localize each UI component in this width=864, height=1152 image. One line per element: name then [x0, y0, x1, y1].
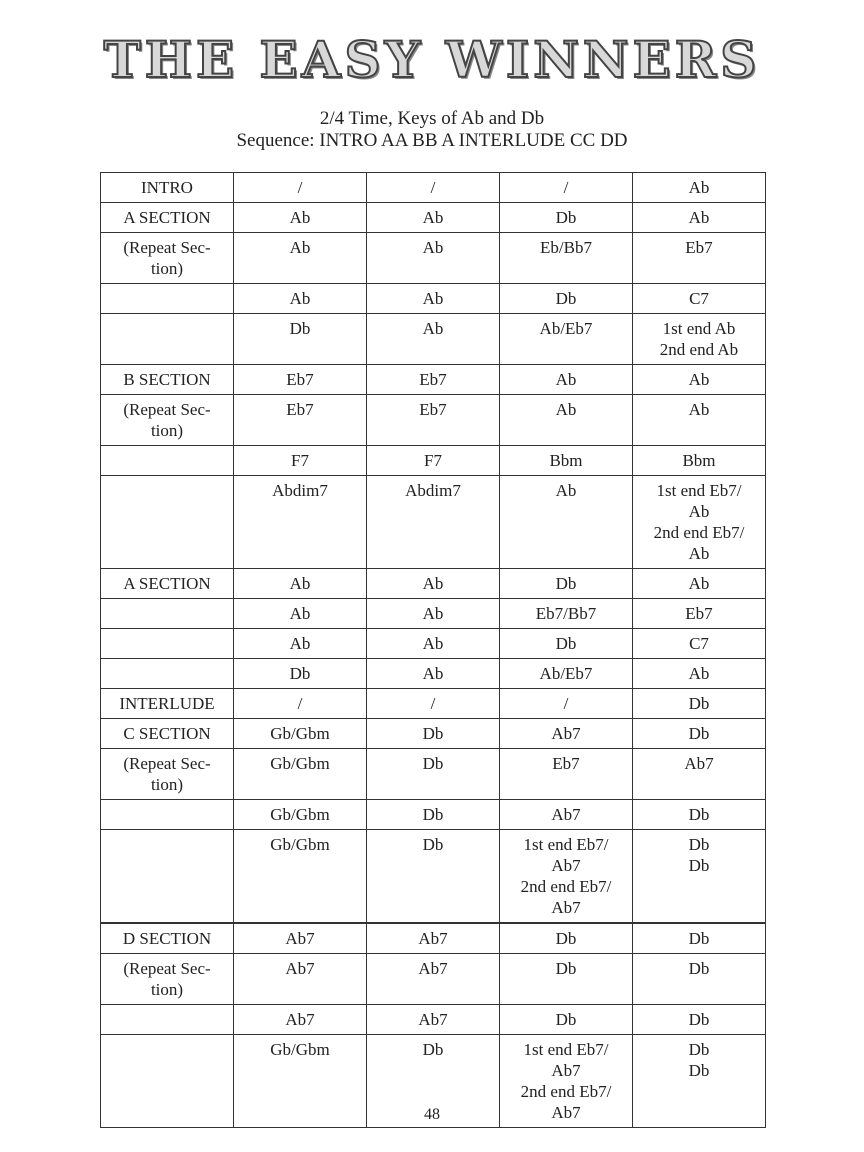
chord-cell: Ab7 [234, 1005, 367, 1035]
chord-cell: Ab [367, 599, 500, 629]
chord-cell: Ab [367, 233, 500, 284]
table-row [101, 233, 766, 284]
chord-cell: Ab7 [234, 954, 367, 1005]
section-label-cell: (Repeat Sec- tion) [101, 954, 234, 1005]
table-row [101, 173, 766, 203]
table-row [101, 314, 766, 365]
chord-cell: Ab [234, 233, 367, 284]
section-label-cell [101, 599, 234, 629]
chord-cell: Ab [234, 203, 367, 233]
chord-cell: Ab [367, 203, 500, 233]
chord-cell: Ab7 [500, 719, 633, 749]
chord-cell: Db [500, 569, 633, 599]
chord-cell: Db [633, 1005, 766, 1035]
chord-cell: Ab [633, 569, 766, 599]
chord-cell: 1st end Eb7/ Ab 2nd end Eb7/ Ab [633, 476, 766, 569]
chord-cell: Eb7 [500, 749, 633, 800]
chord-cell: Gb/Gbm [234, 830, 367, 924]
chord-cell: Eb7 [633, 599, 766, 629]
chord-cell: Db [367, 749, 500, 800]
chord-cell: Ab [367, 629, 500, 659]
chord-cell: Ab [633, 173, 766, 203]
chord-cell: Ab [633, 365, 766, 395]
table-row [101, 719, 766, 749]
section-label-cell [101, 800, 234, 830]
chord-cell: Ab [234, 599, 367, 629]
chord-cell: Bbm [633, 446, 766, 476]
chord-cell: Db [500, 284, 633, 314]
section-label-cell: (Repeat Sec- tion) [101, 749, 234, 800]
chord-cell: Db [367, 800, 500, 830]
chord-cell: Eb/Bb7 [500, 233, 633, 284]
chord-cell: Ab7 [367, 923, 500, 954]
chord-cell: Ab [234, 569, 367, 599]
chord-cell: Db [633, 719, 766, 749]
chord-cell: / [500, 173, 633, 203]
sequence: Sequence: INTRO AA BB A INTERLUDE CC DD [236, 130, 628, 151]
chord-cell: Db [633, 800, 766, 830]
section-label-cell: C SECTION [101, 719, 234, 749]
chord-cell: Db [500, 954, 633, 1005]
section-label-cell: INTERLUDE [101, 689, 234, 719]
section-label-cell [101, 476, 234, 569]
chord-cell: Ab [367, 314, 500, 365]
chord-cell: Gb/Gbm [234, 1035, 367, 1128]
section-label-cell [101, 629, 234, 659]
table-row [101, 923, 766, 954]
chord-cell: 1st end Eb7/ Ab7 2nd end Eb7/ Ab7 [500, 830, 633, 924]
chord-cell: / [234, 173, 367, 203]
chord-cell: Ab [633, 659, 766, 689]
chord-cell: Ab/Eb7 [500, 314, 633, 365]
chord-cell: Ab [367, 569, 500, 599]
section-label-cell: (Repeat Sec- tion) [101, 395, 234, 446]
page-number: 48 [424, 1106, 440, 1123]
chord-cell: Eb7/Bb7 [500, 599, 633, 629]
chord-cell: Db [500, 923, 633, 954]
chord-cell: C7 [633, 629, 766, 659]
chord-cell: Eb7 [234, 365, 367, 395]
chord-cell: / [367, 173, 500, 203]
section-label-cell [101, 830, 234, 924]
chord-cell: / [500, 689, 633, 719]
chord-cell: F7 [367, 446, 500, 476]
section-label-cell [101, 1005, 234, 1035]
song-title: THE EASY WINNERS [103, 30, 761, 89]
chord-cell: Ab [367, 659, 500, 689]
chord-cell: Db [367, 830, 500, 924]
chord-cell: Ab [500, 365, 633, 395]
chord-cell: Db [367, 1035, 500, 1128]
chord-cell: Db [367, 719, 500, 749]
chord-cell: Ab [633, 203, 766, 233]
chord-cell: Db Db [633, 1035, 766, 1128]
chord-cell: F7 [234, 446, 367, 476]
time-and-keys: 2/4 Time, Keys of Ab and Db [319, 108, 545, 129]
chord-cell: Eb7 [367, 365, 500, 395]
table-row [101, 569, 766, 599]
chord-cell: Bbm [500, 446, 633, 476]
chord-cell: Ab7 [367, 1005, 500, 1035]
table-row [101, 446, 766, 476]
section-label-cell [101, 659, 234, 689]
chord-cell: Gb/Gbm [234, 749, 367, 800]
table-row [101, 830, 766, 924]
chord-cell: Db [633, 923, 766, 954]
table-row [101, 659, 766, 689]
chord-cell: Gb/Gbm [234, 800, 367, 830]
chord-cell: Db [500, 203, 633, 233]
chord-cell: Db [633, 954, 766, 1005]
chord-cell: Ab7 [367, 954, 500, 1005]
chord-cell: Db [633, 689, 766, 719]
table-row [101, 365, 766, 395]
chord-cell: Gb/Gbm [234, 719, 367, 749]
chord-cell: Eb7 [367, 395, 500, 446]
chord-chart-table [100, 172, 766, 1128]
chord-cell: Ab/Eb7 [500, 659, 633, 689]
section-label-cell: INTRO [101, 173, 234, 203]
chord-cell: Abdim7 [234, 476, 367, 569]
chord-cell: Ab [234, 284, 367, 314]
chord-cell: Ab7 [234, 923, 367, 954]
chord-cell: / [234, 689, 367, 719]
table-row [101, 395, 766, 446]
section-label-cell [101, 314, 234, 365]
chord-cell: Db [500, 1005, 633, 1035]
table-row [101, 476, 766, 569]
chord-cell: 1st end Eb7/ Ab7 2nd end Eb7/ Ab7 [500, 1035, 633, 1128]
table-row [101, 954, 766, 1005]
chord-cell: Db [234, 659, 367, 689]
chord-cell: C7 [633, 284, 766, 314]
chord-cell: Ab [367, 284, 500, 314]
chord-cell: Ab7 [633, 749, 766, 800]
chord-cell: Eb7 [633, 233, 766, 284]
table-row [101, 599, 766, 629]
chord-cell: Ab [500, 476, 633, 569]
section-label-cell [101, 284, 234, 314]
chord-cell: 1st end Ab 2nd end Ab [633, 314, 766, 365]
chord-cell: Db Db [633, 830, 766, 924]
table-row [101, 689, 766, 719]
chord-cell: Db [234, 314, 367, 365]
table-row [101, 203, 766, 233]
table-row [101, 284, 766, 314]
chord-cell: Ab [633, 395, 766, 446]
section-label-cell: A SECTION [101, 203, 234, 233]
section-label-cell: A SECTION [101, 569, 234, 599]
chord-cell: Ab [234, 629, 367, 659]
chord-cell: Eb7 [234, 395, 367, 446]
table-row [101, 629, 766, 659]
chord-cell: Ab7 [500, 800, 633, 830]
section-label-cell [101, 446, 234, 476]
table-row [101, 1005, 766, 1035]
chord-cell: Db [500, 629, 633, 659]
chord-cell: Abdim7 [367, 476, 500, 569]
section-label-cell: B SECTION [101, 365, 234, 395]
section-label-cell: D SECTION [101, 923, 234, 954]
chord-cell: Ab [500, 395, 633, 446]
table-row [101, 749, 766, 800]
table-row [101, 800, 766, 830]
section-label-cell: (Repeat Sec- tion) [101, 233, 234, 284]
chord-cell: / [367, 689, 500, 719]
